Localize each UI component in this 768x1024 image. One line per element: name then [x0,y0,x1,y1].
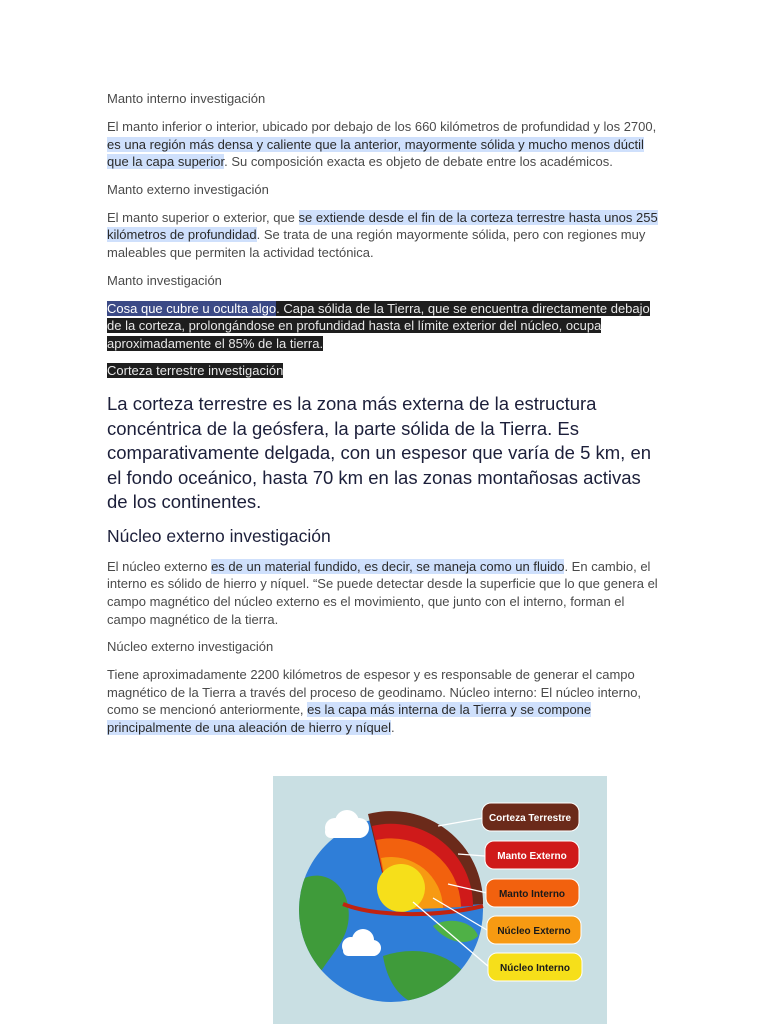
manto-interno-paragraph [107,118,663,171]
earth-layers-figure [273,776,607,1024]
nucleo-interno-layer [377,864,425,912]
label-nucleo-interno-text: Núcleo Interno [499,963,571,974]
highlighted-text: es la capa más interna de la Tierra y se compone principalmente de una aleación de hierro y níquel [107,702,592,735]
document-body [107,90,663,747]
label-manto-interno-text: Manto Interno [498,889,566,900]
label-manto-externo [485,841,579,869]
label-nucleo-externo [487,916,581,944]
manto-paragraph [107,300,663,353]
nucleo-externo-title-2: Núcleo externo investigación [107,639,274,655]
text-run: . [391,720,395,735]
highlighted-text: es una región más densa y caliente que la anterior, mayormente sólida y mucho menos dúctil que la capa superior [107,136,644,170]
highlighted-text: se extiende desde el fin de la corteza terrestre hasta unos 255 kilómetros de profundidad [107,209,658,243]
earth-layers-illustration [273,776,607,1024]
manto-title: Manto investigación [107,272,222,288]
label-manto-interno [486,879,579,907]
dark-highlight-text: Corteza terrestre investigación [107,363,284,379]
manto-externo-title: Manto externo investigación [107,181,269,197]
label-corteza [482,803,579,831]
text-run: . En cambio, el interno es sólido de hierro y níquel. “Se puede detectar desde la superficie que lo que genera el campo magnético del núcleo externo es el movimiento, que junto con el interno, forman el campo magnético de la tierra. [107,558,658,627]
corteza-title [107,362,663,380]
label-nucleo-interno [488,953,582,981]
manto-externo-paragraph [107,209,663,262]
label-manto-externo-text: Manto Externo [497,851,567,862]
highlighted-text: es de un material fundido, es decir, se maneja como un fluido [211,558,565,574]
nucleo-externo-paragraph-2 [107,666,663,736]
text-run: El manto superior o exterior, que [107,209,299,225]
text-run: . Su composición exacta es objeto de debate entre los académicos. [224,154,613,170]
selected-text: Cosa que cubre u oculta algo [107,300,277,316]
text-run: . Se trata de una región mayormente sólida, pero con regiones muy maleables que permiten la actividad tectónica. [107,227,646,260]
text-run: El manto inferior o interior, ubicado por debajo de los 660 kilómetros de profundidad y los 2700, [107,119,657,134]
text-run: El núcleo externo [107,558,212,574]
dark-highlight-text: . Capa sólida de la Tierra, que se encuentra directamente debajo de la corteza, prolongándose en profundidad hasta el límite exterior del núcleo, ocupa aproximadamente el 85% de la tierra. [107,300,650,351]
manto-interno-title: Manto interno investigación [107,91,266,106]
nucleo-externo-heading: Núcleo externo investigación [107,525,331,546]
label-nucleo-externo-text: Núcleo Externo [497,926,571,937]
nucleo-externo-paragraph [107,558,663,628]
label-corteza-text: Corteza Terrestre [488,813,572,824]
text-run: Tiene aproximadamente 2200 kilómetros de espesor y es responsable de generar el campo magnético de la Tierra a través del proceso de geodinamo. Núcleo interno: El núcleo interno, como se mencionó anteriormente, [107,667,642,718]
corteza-large-paragraph: La corteza terrestre es la zona más externa de la estructura concéntrica de la geósfera, la parte sólida de la Tierra. Es comparativamente delgada, con un espesor que varía de 5 km, en el fondo oceánico, hasta 70 km en las zonas montañosas activas de los continentes. [107,393,652,513]
